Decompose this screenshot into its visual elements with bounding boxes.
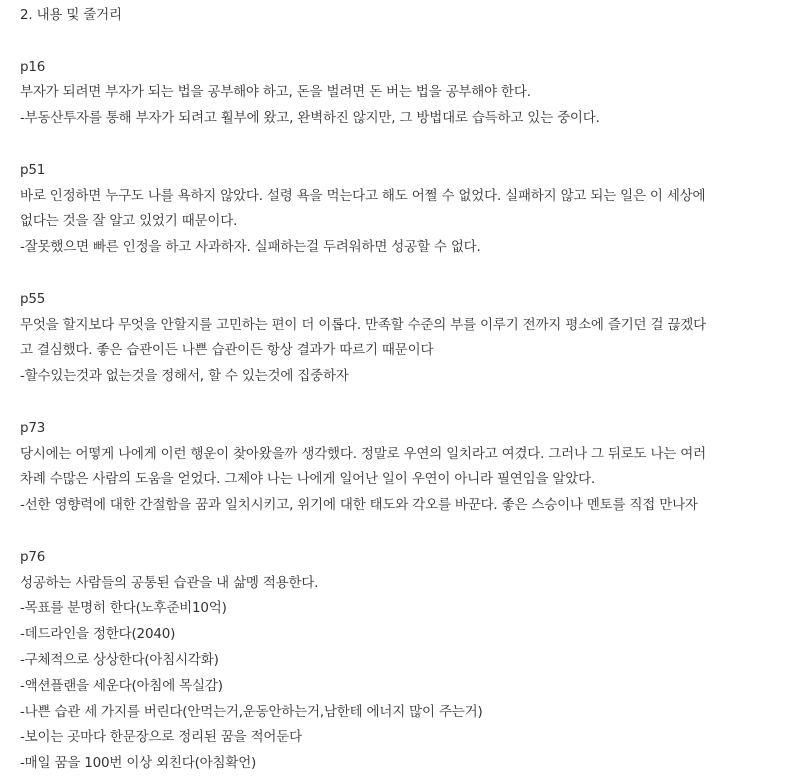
reflection-line: -잘못했으면 빠른 인정을 하고 사과하자. 실패하는걸 두려워하면 성공할 수 없다.	[20, 239, 481, 256]
note-section-p51	[20, 158, 765, 261]
quote-line: 고 결심했다. 좋은 습관이든 나쁜 습관이든 항상 결과가 따르기 때문이다	[20, 342, 434, 359]
reflection-line: -부동산투자를 통해 부자가 되려고 훨부에 왔고, 완벽하진 않지만, 그 방법대로 습득하고 있는 중이다.	[20, 110, 600, 127]
habit-list-item: -매일 꿈을 100번 이상 외친다(아침확언)	[20, 755, 257, 772]
note-section-p16	[20, 55, 765, 132]
habit-list-item: -데드라인을 정한다(2040)	[20, 626, 176, 643]
page-number: p16	[20, 58, 46, 75]
quote-line: 없다는 것을 잘 알고 있었기 때문이다.	[20, 213, 238, 230]
page-number: p76	[20, 548, 46, 565]
reflection-line: -선한 영향력에 대한 간절함을 꿈과 일치시키고, 위기에 대한 태도와 각오를 바꾼다. 좋은 스승이나 멘토를 직접 만나자	[20, 497, 698, 514]
reflection-line: -할수있는것과 없는것을 정해서, 할 수 있는것에 집중하자	[20, 368, 349, 385]
habit-list-item: -나쁜 습관 세 가지를 버린다(안먹는거,운동안하는거,남한테 에너지 많이 주는거)	[20, 703, 483, 720]
habit-list-item: -구체적으로 상상한다(아침시각화)	[20, 651, 219, 668]
quote-line: 바로 인정하면 누구도 나를 욕하지 않았다. 설령 욕을 먹는다고 해도 어쩔 수 없었다. 실패하지 않고 되는 일은 이 세상에	[20, 187, 706, 204]
note-section-p73	[20, 416, 765, 519]
quote-line: 성공하는 사람들의 공통된 습관을 내 삶멩 적용한다.	[20, 574, 319, 591]
spacer	[20, 519, 765, 545]
habit-list-item: -보이는 곳마다 한문장으로 정리된 꿈을 적어둔다	[20, 729, 302, 746]
note-section-p76	[20, 545, 765, 777]
note-section-p55	[20, 287, 765, 390]
quote-line: 부자가 되려면 부자가 되는 법을 공부해야 하고, 돈을 벌려면 돈 버는 법을 공부해야 한다.	[20, 84, 531, 101]
habit-list-item: -목표를 분명히 한다(노후준비10억)	[20, 600, 227, 617]
spacer	[20, 261, 765, 287]
quote-line: 무엇을 할지보다 무엇을 안할지를 고민하는 편이 더 이롭다. 만족할 수준의 부를 이루기 전까지 평소에 즐기던 걸 끊겠다	[20, 316, 706, 333]
quote-line: 차례 수많은 사람의 도움을 얻었다. 그제야 나는 나에게 일어난 일이 우연이 아니라 필연임을 알았다.	[20, 471, 596, 488]
quote-line: 당시에는 어떻게 나에게 이런 행운이 찾아왔을까 생각했다. 정말로 우연의 일치라고 여겼다. 그러나 그 뒤로도 나는 여러	[20, 445, 706, 462]
habit-list-item: -액션플랜을 세운다(아침에 목실감)	[20, 677, 223, 694]
spacer	[20, 132, 765, 158]
page-number: p73	[20, 419, 46, 436]
page-number: p51	[20, 161, 46, 178]
spacer	[20, 390, 765, 416]
spacer	[20, 29, 765, 55]
section-heading: 2. 내용 및 줄거리	[20, 7, 122, 23]
page-number: p55	[20, 290, 46, 307]
